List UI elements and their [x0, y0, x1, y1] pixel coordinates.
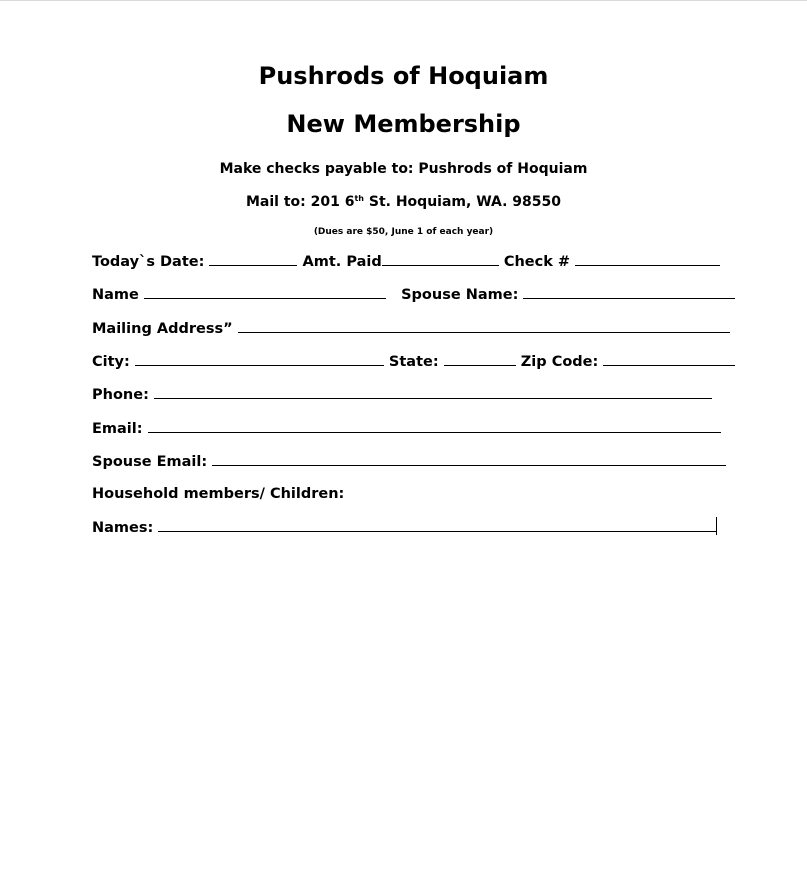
todays-date-label: Today`s Date:	[92, 254, 205, 270]
text-cursor	[716, 517, 717, 535]
phone-row	[92, 384, 712, 404]
email-row	[92, 418, 721, 438]
name-label: Name	[92, 287, 139, 303]
amt-paid-field[interactable]	[382, 251, 499, 266]
mail-to-suffix: St. Hoquiam, WA. 98550	[364, 194, 561, 210]
mail-to-prefix: Mail to: 201 6	[245, 194, 355, 210]
spouse-name-field[interactable]	[523, 284, 735, 299]
mail-to-superscript: th	[354, 194, 364, 203]
spouse-email-label: Spouse Email:	[92, 454, 208, 470]
todays-date-field[interactable]	[209, 251, 297, 266]
amt-paid-label: Amt. Paid	[302, 254, 382, 270]
spouse-name-label: Spouse Name:	[401, 287, 519, 303]
city-field[interactable]	[135, 351, 384, 366]
phone-label: Phone:	[92, 387, 149, 403]
dues-note: (Dues are $50, June 1 of each year)	[313, 227, 494, 237]
names-label: Names:	[92, 520, 154, 536]
state-label: State:	[388, 354, 439, 370]
spouse-email-field[interactable]	[212, 451, 726, 466]
mailing-address-field[interactable]	[238, 318, 730, 333]
club-title: Pushrods of Hoquiam	[258, 62, 549, 90]
names-row	[92, 517, 717, 537]
checks-payable-line: Make checks payable to: Pushrods of Hoquiam	[219, 161, 588, 177]
city-state-zip-row	[92, 351, 735, 371]
date-amount-check-row	[92, 251, 720, 271]
check-number-field[interactable]	[575, 251, 720, 266]
email-field[interactable]	[148, 418, 721, 433]
zip-code-field[interactable]	[603, 351, 735, 366]
mail-to-line	[0, 194, 807, 210]
spouse-email-row	[92, 451, 726, 471]
state-field[interactable]	[444, 351, 516, 366]
zip-code-label: Zip Code:	[520, 354, 599, 370]
phone-field[interactable]	[154, 384, 712, 399]
household-members-label: Household members/ Children:	[92, 486, 345, 502]
name-field[interactable]	[144, 284, 386, 299]
mailing-address-row	[92, 318, 730, 338]
household-row	[92, 484, 344, 504]
name-row	[92, 284, 735, 304]
check-number-label: Check #	[503, 254, 571, 270]
mailing-address-label: Mailing Address”	[92, 321, 233, 337]
form-title: New Membership	[286, 110, 521, 138]
names-field[interactable]	[158, 517, 716, 532]
city-label: City:	[92, 354, 130, 370]
email-label: Email:	[92, 421, 143, 437]
